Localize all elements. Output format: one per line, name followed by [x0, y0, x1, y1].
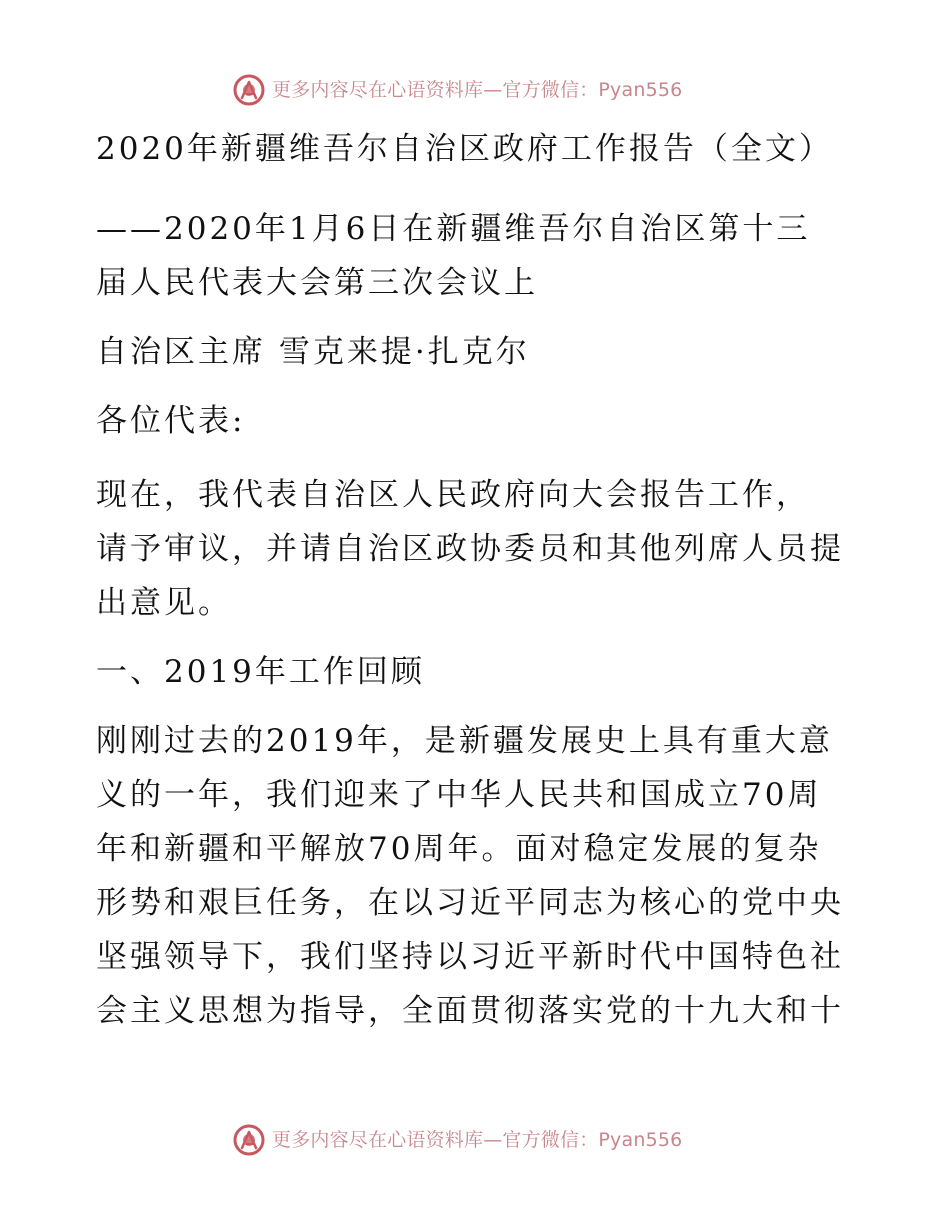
author-line: 自治区主席 雪克来提·扎克尔: [96, 334, 530, 370]
subtitle-line: ——2020年1月6日在新疆维吾尔自治区第十三: [96, 211, 811, 247]
watermark-text: 更多内容尽在心语资料库—官方微信：Pyan556: [272, 78, 683, 101]
review-paragraph-line: 义的一年，我们迎来了中华人民共和国成立70周: [96, 777, 822, 813]
review-paragraph-line: 刚刚过去的2019年，是新疆发展史上具有重大意: [96, 723, 833, 759]
document-body: [96, 122, 856, 1038]
footer-watermark: [232, 1120, 682, 1160]
intro-paragraph-line: 现在，我代表自治区人民政府向大会报告工作，: [96, 477, 810, 513]
intro-paragraph-line: 出意见。: [96, 585, 232, 621]
seal-logo-icon: [232, 1123, 266, 1157]
subtitle-line: 届人民代表大会第三次会议上: [96, 265, 538, 301]
intro-paragraph-line: 请予审议，并请自治区政协委员和其他列席人员提: [96, 531, 844, 567]
seal-logo-icon: [232, 73, 266, 107]
review-paragraph-line: 会主义思想为指导，全面贯彻落实党的十九大和十: [96, 993, 844, 1029]
review-paragraph-line: 形势和艰巨任务，在以习近平同志为核心的党中央: [96, 885, 844, 921]
review-paragraph-line: 年和新疆和平解放70周年。面对稳定发展的复杂: [96, 831, 822, 867]
review-paragraph-line: 坚强领导下，我们坚持以习近平新时代中国特色社: [96, 939, 844, 975]
header-watermark: [232, 70, 682, 110]
document-title: 2020年新疆维吾尔自治区政府工作报告（全文）: [96, 131, 833, 167]
watermark-text: 更多内容尽在心语资料库—官方微信：Pyan556: [272, 1128, 683, 1151]
greeting-line: 各位代表:: [96, 403, 246, 439]
section-heading: 一、2019年工作回顾: [96, 654, 425, 690]
